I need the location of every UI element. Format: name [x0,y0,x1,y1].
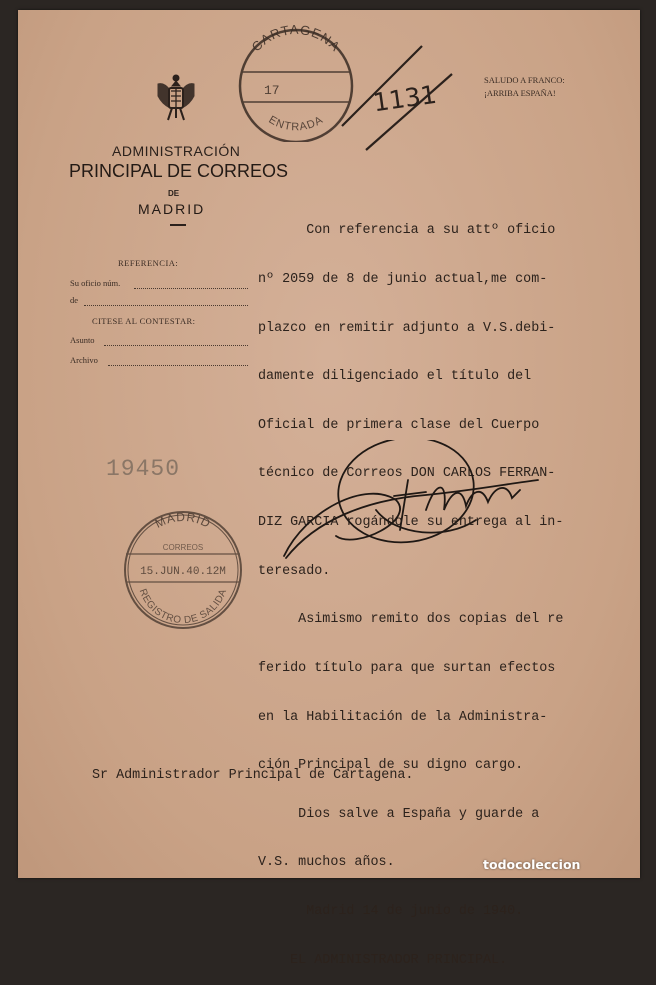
signature [276,440,546,570]
addressee: Sr Administrador Principal de Cartagena. [92,768,414,783]
letterhead-line-2: PRINCIPAL DE CORREOS [69,161,289,181]
postmark-bottom-line2: CORREOS [162,543,204,552]
letterhead-line-3: DE [168,189,180,198]
asunto-label: Asunto [70,335,95,345]
body-line: en la Habilitación de la Administra- [258,709,548,725]
body-line: damente diligenciado el título del [258,369,532,385]
body-line: plazco en remitir adjunto a V.S.debi- [258,320,556,336]
watermark: todocoleccion [483,857,581,872]
svg-text:ENTRADA [266,114,325,134]
letterhead-line-4: MADRID [138,201,206,217]
postmark-bottom-bottom: REGISTRO DE SALIDA [136,587,230,627]
postmark-top-city: CARTAGENA [248,22,344,55]
su-oficio-line [134,288,248,289]
citese-label: CITESE AL CONTESTAR: [92,316,196,326]
body-line: Dios salve a España y guarde a [258,806,540,822]
body-line: Asimismo remito dos copias del re [258,612,564,628]
body-line: teresado. [258,563,331,579]
madrid-postmark [120,508,246,632]
body-line: Madrid 14 de junio de 1940. [258,903,524,919]
asunto-line [104,345,248,346]
postmark-bottom-city: MADRID [152,509,214,531]
body-line: nº 2059 de 8 de junio actual,me com- [258,272,548,288]
greeting [484,74,565,100]
body-line: Oficial de primera clase del Cuerpo [258,417,540,433]
svg-text:MADRID [153,510,214,531]
stamped-number: 19450 [106,456,181,482]
archivo-label: Archivo [70,355,98,365]
body-line: ferido título para que surtan efectos [258,660,556,676]
body-line: EL ADMINISTRADOR PRINCIPAL. [258,952,508,968]
coat-of-arms-icon [154,72,198,124]
body-line: DIZ GARCIA rogándole su entrega al in- [258,515,564,531]
postmark-top-date: 17 [264,83,280,98]
body-line: técnico de Correos DON CARLOS FERRAN- [258,466,556,482]
greeting-line-1: SALUDO A FRANCO: [484,75,565,85]
letterhead-line-1: ADMINISTRACIÓN [112,143,241,159]
body-line: V.S. muchos años. [258,855,395,871]
de-line [84,305,248,306]
greeting-line-2: ¡ARRIBA ESPAÑA! [484,88,556,98]
reference-title: REFERENCIA: [118,258,179,268]
letterhead-rule [170,224,186,226]
postmark-bottom-date: 15.JUN.40.12M [140,566,226,578]
archivo-line [108,365,248,366]
letter-body [258,191,638,985]
handwritten-number: 1131 [371,79,439,118]
de-label: de [70,295,79,305]
su-oficio-label: Su oficio núm. [70,278,121,288]
body-line: Con referencia a su attº oficio [258,223,556,239]
svg-text:REGISTRO DE SALIDA [137,587,230,626]
body-line: ción Principal de su digno cargo. [258,758,524,774]
postmark-top-bottom: ENTRADA [266,113,326,134]
